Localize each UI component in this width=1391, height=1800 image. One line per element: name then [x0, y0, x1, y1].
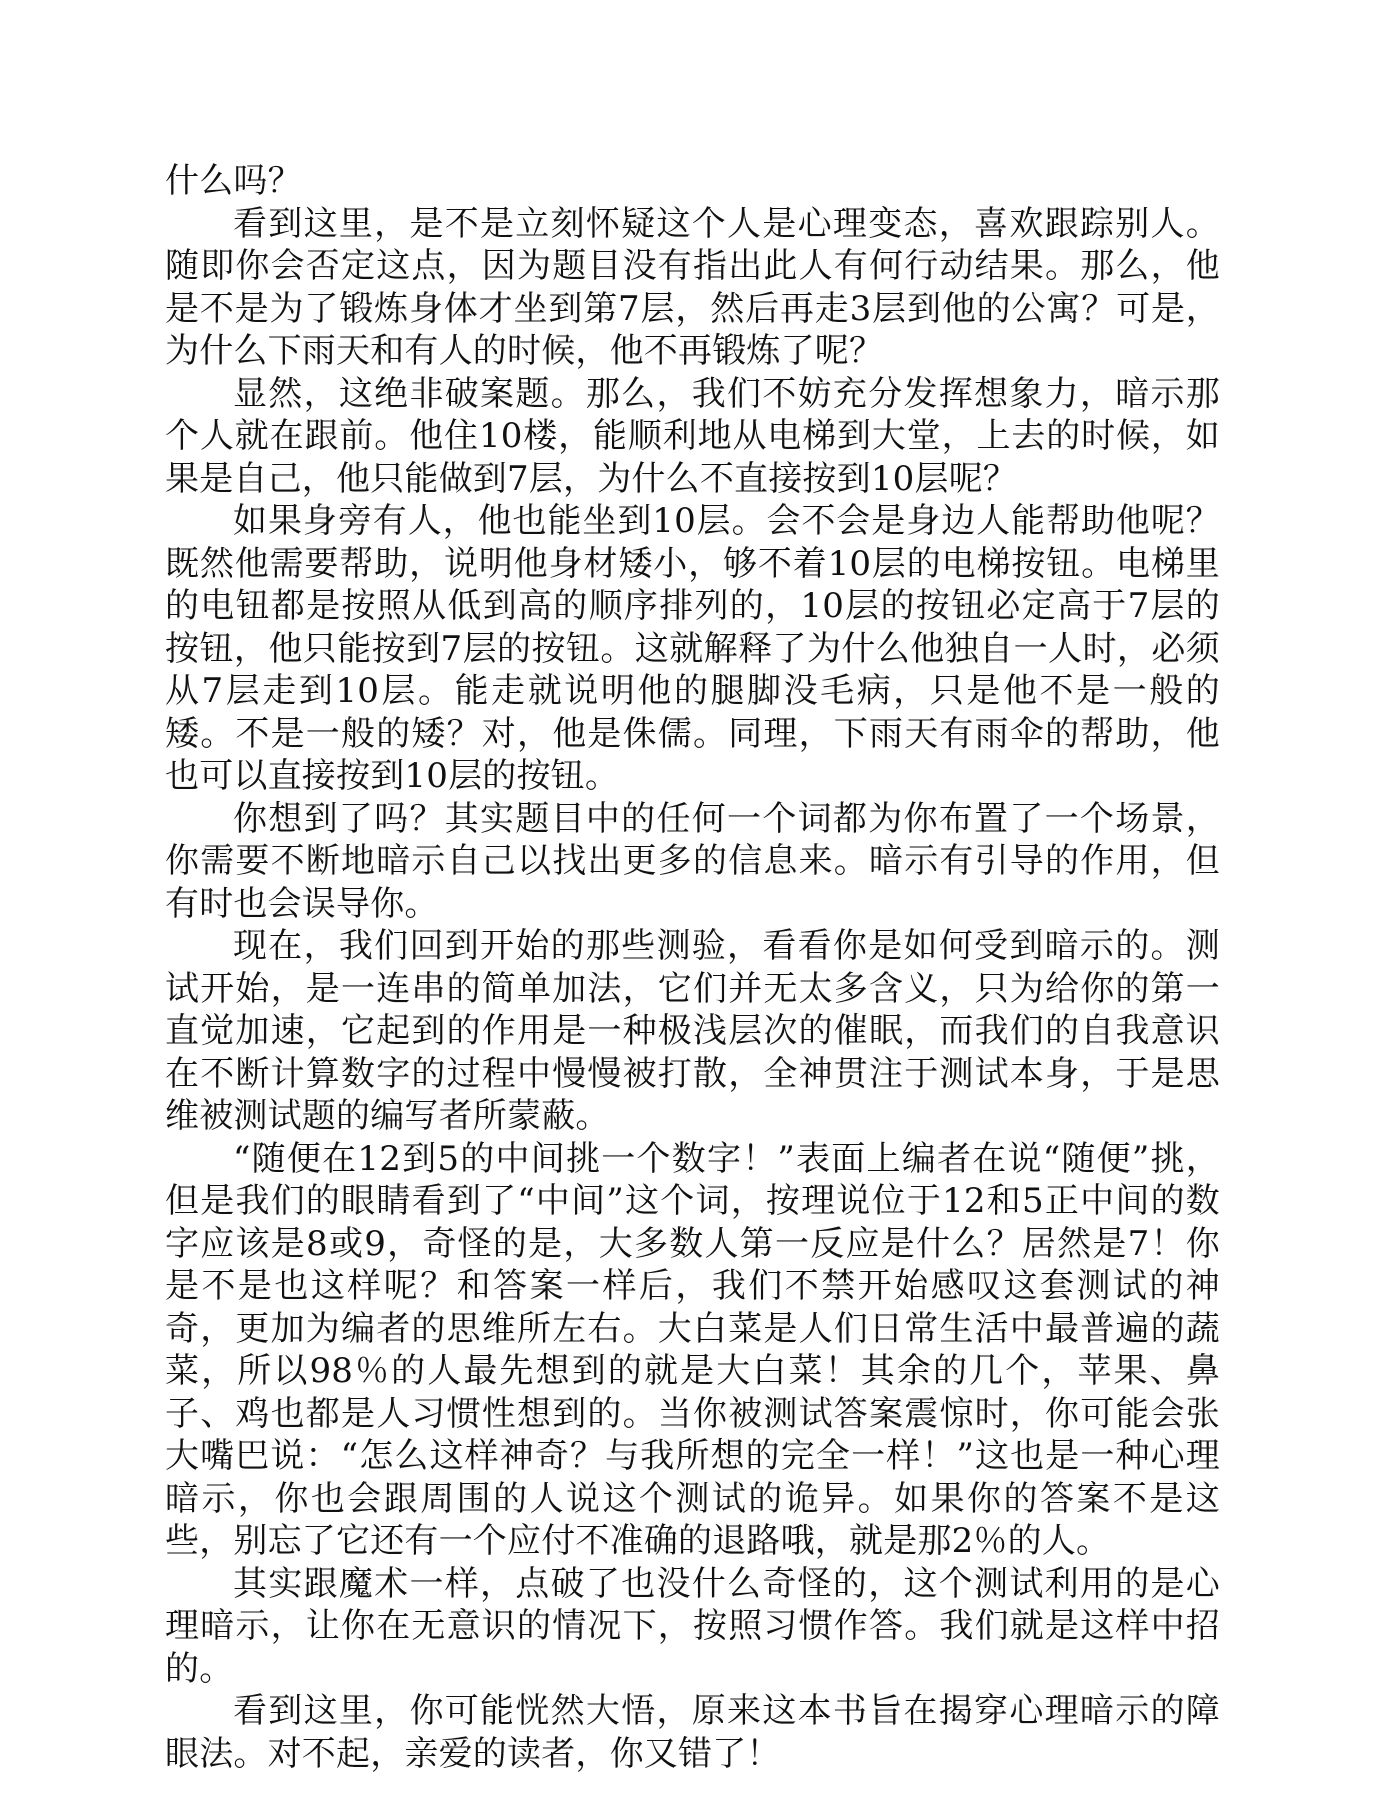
paragraph: 你想到了吗？其实题目中的任何一个词都为你布置了一个场景，你需要不断地暗示自己以找出更多的信息来。暗示有引导的作用，但有时也会误导你。: [165, 798, 1220, 924]
paragraph: “随便在12到5的中间挑一个数字！”表面上编者在说“随便”挑，但是我们的眼睛看到了“中间”这个词，按理说位于12和5正中间的数字应该是8或9，奇怪的是，大多数人第一反应是什么？居然是7！你是不是也这样呢？和答案一样后，我们不禁开始感叹这套测试的神奇，更加为编者的思维所左右。大白菜是人们日常生活中最普遍的蔬菜，所以98％的人最先想到的就是大白菜！其余的几个，苹果、鼻子、鸡也都是人习惯性想到的。当你被测试答案震惊时，你可能会张大嘴巴说：“怎么这样神奇？与我所想的完全一样！”这也是一种心理暗示，你也会跟周围的人说这个测试的诡异。如果你的答案不是这些，别忘了它还有一个应付不准确的退路哦，就是那2％的人。: [165, 1138, 1220, 1561]
paragraph: 如果身旁有人，他也能坐到10层。会不会是身边人能帮助他呢？既然他需要帮助，说明他身材矮小，够不着10层的电梯按钮。电梯里的电钮都是按照从低到高的顺序排列的，10层的按钮必定高于7层的按钮，他只能按到7层的按钮。这就解释了为什么他独自一人时，必须从7层走到10层。能走就说明他的腿脚没毛病，只是他不是一般的矮。不是一般的矮？对，他是侏儒。同理，下雨天有雨伞的帮助，他也可以直接按到10层的按钮。: [165, 501, 1220, 796]
paragraph: 看到这里，是不是立刻怀疑这个人是心理变态，喜欢跟踪别人。随即你会否定这点，因为题目没有指出此人有何行动结果。那么，他是不是为了锻炼身体才坐到第7层，然后再走3层到他的公寓？可是，为什么下雨天和有人的时候，他不再锻炼了呢？: [165, 203, 1220, 371]
body-text: [165, 160, 1220, 1775]
paragraph: 显然，这绝非破案题。那么，我们不妨充分发挥想象力，暗示那个人就在跟前。他住10楼，能顺利地从电梯到大堂，上去的时候，如果是自己，他只能做到7层，为什么不直接按到10层呢？: [165, 373, 1220, 499]
paragraph: 其实跟魔术一样，点破了也没什么奇怪的，这个测试利用的是心理暗示，让你在无意识的情况下，按照习惯作答。我们就是这样中招的。: [165, 1563, 1220, 1689]
paragraph: 看到这里，你可能恍然大悟，原来这本书旨在揭穿心理暗示的障眼法。对不起，亲爱的读者，你又错了！: [165, 1691, 1220, 1774]
paragraph-continuation: 什么吗？: [165, 161, 302, 201]
paragraph: 现在，我们回到开始的那些测验，看看你是如何受到暗示的。测试开始，是一连串的简单加法，它们并无太多含义，只为给你的第一直觉加速，它起到的作用是一种极浅层次的催眠，而我们的自我意识在不断计算数字的过程中慢慢被打散，全神贯注于测试本身，于是思维被测试题的编写者所蒙蔽。: [165, 926, 1220, 1136]
